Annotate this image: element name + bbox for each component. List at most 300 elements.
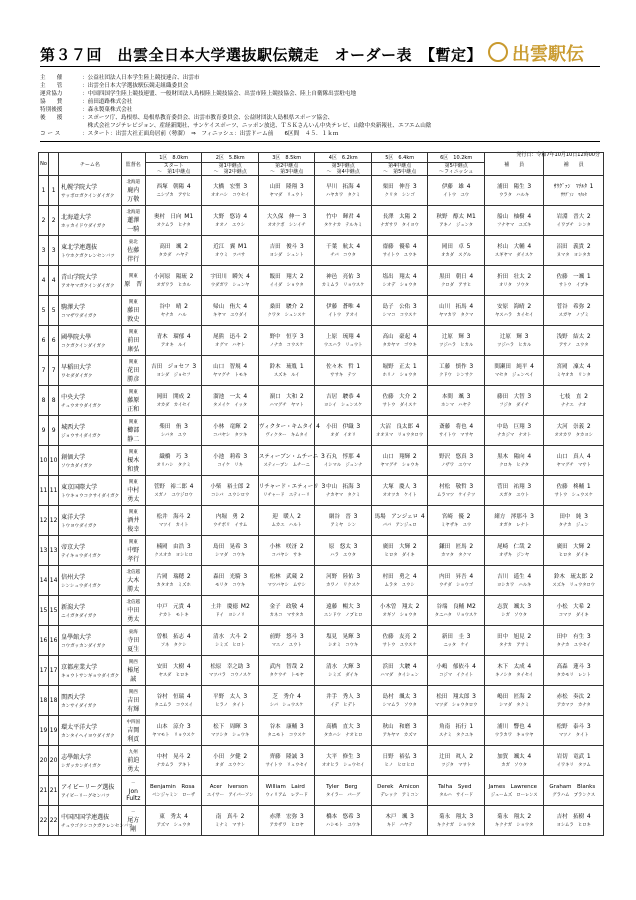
runner-line [315, 332, 371, 342]
runner-kana: クロキ ヒナタ [499, 463, 530, 468]
runner-kana: ウィリアム レアード [265, 793, 308, 798]
runner-grade: 4 [412, 663, 417, 670]
manager-name: 中野 孝行 [127, 546, 146, 563]
runner-cell [371, 326, 428, 356]
team-kana: コクガクインダイガク [61, 344, 106, 349]
runner-name: 田中 旭見 [497, 634, 525, 640]
runner-name: 前野 悠斗 [269, 634, 298, 640]
runner-name: 千葉 航太 [326, 244, 354, 250]
runner-cell [202, 416, 259, 446]
runner-name: 中村 晃斗 [156, 754, 185, 760]
runner-name: 清水 大輝 [326, 664, 354, 670]
runner-cell [315, 536, 372, 566]
runner-name: 塩見 晃輝 [326, 634, 354, 640]
runner-line [544, 332, 603, 342]
runner-cell [428, 596, 485, 626]
runner-grade: 3 [184, 453, 188, 460]
manager-name: 大木 勝太 [127, 576, 146, 593]
runner-kana: カタオカ ミズホ [156, 583, 191, 588]
team-area: 関東 [128, 329, 138, 335]
runner-kana: ナカジマ ナオト [497, 433, 532, 438]
runner-kana: コバヤシ サキ [271, 553, 302, 558]
runner-kana: アオキ ルイ [160, 343, 187, 348]
runner-name: 志賀 颯太 [497, 604, 525, 610]
runner-cell [145, 236, 202, 266]
team-cell [59, 596, 122, 626]
team-name: 中国四国学連選抜 [61, 814, 110, 821]
runner-cell [484, 686, 544, 716]
team-row [39, 236, 604, 266]
manager-cell [121, 626, 145, 656]
team-no: 22 [39, 806, 49, 836]
runner-cell [315, 716, 372, 746]
runner-name: 馬場 アンジェロ [374, 514, 419, 520]
runner-cell [258, 236, 315, 266]
runner-name: 佐藤 大介 [382, 394, 411, 400]
team-area: 東北 [128, 239, 138, 245]
runner-name: 山本 涼介 [156, 724, 185, 730]
runner-name: 大沼 良太郎 [379, 424, 413, 430]
runner-kana: ムラマツ ケイテツ [437, 493, 476, 498]
runner-line [372, 602, 428, 612]
runner-kana: キノシタ タイセイ [495, 673, 534, 678]
team-no: 16 [39, 626, 49, 656]
runner-cell [145, 776, 202, 806]
team-no: 17 [39, 656, 49, 686]
runner-kana: スガヤ ノゾミ [558, 313, 589, 318]
runner-cell [202, 686, 259, 716]
runner-grade: 3 [321, 483, 326, 490]
runner-grade: 3 [527, 393, 532, 400]
runner-line [372, 272, 428, 282]
runner-line [146, 752, 202, 762]
runner-kana: タカダ ハヤテ [158, 253, 189, 258]
runner-grade: 4 [243, 303, 248, 310]
runner-kana: クロダ アサヒ [441, 283, 472, 288]
team-row [39, 626, 604, 656]
runner-line [259, 602, 315, 612]
team-row [39, 806, 604, 836]
runner-line [485, 422, 544, 432]
runner-line [544, 632, 603, 642]
runner-name: 島子 公佑 [382, 304, 411, 310]
runner-kana: イデ ヒデト [330, 703, 357, 708]
runner-name: 村田 勇之 [382, 574, 411, 580]
runner-line [372, 752, 428, 762]
team-no: 10 [39, 446, 49, 476]
team-bib: 3 [49, 236, 59, 266]
runner-line [146, 392, 202, 402]
runner-cell [258, 356, 315, 386]
runner-cell [544, 326, 604, 356]
runner-cell [428, 206, 485, 236]
runner-name: 早川 拓海 [326, 184, 354, 190]
runner-cell [544, 266, 604, 296]
runner-kana: マツシタ シュウキ [211, 733, 250, 738]
runner-grade: 2 [412, 543, 417, 550]
runner-kana: イイダ ショウタ [269, 283, 304, 288]
runner-line [428, 212, 484, 222]
runner-grade: 2 [466, 513, 471, 520]
team-cell [59, 656, 122, 686]
runner-cell [371, 596, 428, 626]
runner-cell [145, 656, 202, 686]
runner-cell [145, 536, 202, 566]
runner-line [485, 302, 544, 312]
runner-line [315, 662, 371, 672]
runner-cell [315, 566, 372, 596]
runner-kana: シミズ ダイキ [328, 673, 359, 678]
team-row [39, 716, 604, 746]
runner-kana: ハマダ タイシュン [380, 673, 419, 678]
runner-kana: ヨシムラ ヒロキ [556, 823, 591, 828]
runner-line [428, 242, 484, 252]
runner-grade: M1 [238, 243, 248, 250]
manager-name: 前迫 勇太 [127, 756, 146, 773]
runner-cell [315, 416, 372, 446]
runner-cell [145, 326, 202, 356]
runner-cell [258, 506, 315, 536]
runner-grade: 3 [186, 723, 191, 730]
runner-cell [484, 416, 544, 446]
team-area: 関東 [128, 449, 138, 455]
runner-cell [202, 176, 259, 206]
runner-cell [428, 716, 485, 746]
col-section-5-route: 第4中継点 ～ 第5中継点 [371, 163, 428, 176]
col-no: No [39, 153, 49, 176]
team-area: 関東 [128, 274, 138, 279]
manager-name: 佐藤 伴行 [127, 246, 146, 263]
runner-kana: ヨシイ シュンスケ [324, 403, 363, 408]
runner-grade: 4 [412, 333, 417, 340]
info-value: ：公益社団法人日本学生陸上競技連合、出雲市 [82, 75, 200, 81]
team-bib: 6 [49, 326, 59, 356]
runner-grade: 3 [243, 693, 248, 700]
runner-line [372, 512, 428, 522]
team-kana: コウガッカンダイガク [61, 644, 106, 649]
runner-grade: 4 [586, 813, 591, 820]
runner-name: 松野 泰斗 [556, 724, 585, 730]
runner-line [259, 302, 315, 312]
runner-cell [258, 776, 315, 806]
runner-kana: ツジタ マサト [441, 763, 472, 768]
runner-kana: ウチダ ショウゴ [439, 583, 474, 588]
team-no: 1 [39, 176, 49, 206]
runner-name: 平野 太人 [213, 694, 241, 700]
runner-kana: シバ シュウスケ [269, 703, 304, 708]
team-no: 13 [39, 536, 49, 566]
runner-kana: キクナガ ショウタ [436, 823, 476, 828]
runner-grade: 2 [299, 573, 304, 580]
runner-name: 森田 光騎 [213, 574, 241, 580]
runner-name: 小田 伊織 [326, 424, 354, 430]
runner-cell [202, 476, 259, 506]
runner-kana: スナミ タクユキ [439, 733, 474, 738]
runner-cell [315, 206, 372, 236]
runner-cell [202, 596, 259, 626]
runner-line [202, 482, 258, 492]
col-reserve-1: 補 員 [484, 153, 544, 176]
runner-grade: 4 [243, 393, 248, 400]
runner-line [428, 302, 484, 312]
runner-kana: マツバラ コウノスケ [208, 673, 252, 678]
team-area: 関東 [128, 419, 138, 425]
runner-grade: 2 [240, 513, 245, 520]
runner-cell [371, 176, 428, 206]
manager-name: 藤原 正和 [127, 396, 146, 413]
runner-kana: タニモト コウスケ [267, 733, 306, 738]
team-cell [59, 266, 122, 296]
runner-name: 飯田 翔大 [269, 274, 298, 280]
runner-grade: 3 [246, 663, 250, 670]
manager-name: 中村 勇太 [127, 486, 146, 503]
info-label [40, 122, 82, 130]
runner-name: 尾熊 迅斗 [213, 334, 241, 340]
runner-kana: コイケ リキ [217, 463, 243, 468]
runner-name: 高山 豪起 [382, 334, 411, 340]
runner-kana: マツダ ショウタロウ [434, 703, 478, 708]
runner-name: 小河原 陽琉 [153, 274, 187, 280]
runner-kana: デレック アミコン [380, 793, 419, 798]
runner-cell [371, 746, 428, 776]
runner-line [259, 662, 315, 672]
runner-name: 安田 大樹 [156, 664, 185, 670]
runner-kana: マツイ カイト [158, 523, 189, 528]
runner-grade: 3 [356, 813, 361, 820]
runner-line [485, 632, 544, 642]
runner-cell [484, 236, 544, 266]
runner-name: Tyler Berg [326, 784, 358, 790]
runner-name: 井手 秀人 [326, 694, 354, 700]
runner-grade: 4 [527, 213, 532, 220]
runner-line [146, 692, 202, 702]
team-kana: シンシュウダイガク [61, 584, 102, 589]
runner-grade: M2 [466, 603, 476, 610]
runner-line [544, 812, 603, 822]
runner-cell [484, 536, 544, 566]
runner-kana: マエノ ユウト [271, 643, 302, 648]
runner-cell [544, 386, 604, 416]
runner-line [544, 722, 603, 732]
runner-grade: 2 [527, 303, 532, 310]
runner-line [146, 422, 202, 432]
runner-grade: 4 [356, 393, 361, 400]
info-label: 主 催 [40, 75, 63, 81]
runner-name: 辻原 輝 [499, 334, 522, 340]
runner-kana: ホンマ ハヤテ [441, 403, 472, 408]
col-section-3: 3区 8.5km [258, 153, 315, 163]
team-bib: 4 [49, 266, 59, 296]
runner-cell [428, 566, 485, 596]
team-row [39, 656, 604, 686]
runner-cell [484, 266, 544, 296]
team-kana: トウヨウダイガク [61, 524, 97, 529]
runner-cell [145, 746, 202, 776]
runner-line [315, 212, 371, 222]
runner-grade: 4 [246, 273, 250, 280]
manager-cell [121, 746, 145, 776]
runner-grade: 3 [586, 723, 591, 730]
runner-cell [484, 806, 544, 836]
runner-cell [315, 386, 372, 416]
runner-grade: 2 [412, 213, 417, 220]
runner-line [372, 662, 428, 672]
runner-line [259, 392, 315, 402]
runner-name: Talha Syed [438, 784, 472, 790]
manager-cell [121, 206, 145, 236]
runner-grade: 2 [186, 393, 191, 400]
runner-kana: ヒノ ヒロヒロ [384, 763, 415, 768]
runner-cell [258, 566, 315, 596]
runner-cell [544, 746, 604, 776]
runner-line [544, 242, 603, 252]
team-name: 志學館大学 [61, 754, 92, 761]
runner-name: 浦田 陽生 [497, 184, 525, 190]
runner-name: 遠藤 暢大 [326, 604, 354, 610]
runner-grade: 3 [472, 693, 476, 700]
runner-grade: 4 [527, 573, 532, 580]
runner-name: 谷本 康輔 [269, 724, 298, 730]
runner-name: Benjamin Rosa [149, 784, 195, 790]
runner-grade: 2 [299, 303, 304, 310]
runner-cell [258, 386, 315, 416]
runner-cell [315, 626, 372, 656]
manager-name: 寺田 夏生 [127, 636, 146, 653]
runner-name: 濵口 大和 [269, 394, 298, 400]
runner-kana: ヤマカワ タクマ [438, 313, 474, 318]
runner-kana: イトウ ユウ [443, 193, 470, 198]
runner-name: 土井 慶徳 [210, 604, 239, 610]
runner-line [202, 422, 258, 432]
runner-line [259, 272, 315, 282]
runner-grade: 4 [243, 363, 248, 370]
team-no: 19 [39, 716, 49, 746]
runner-name: 廣田 大輝 [556, 544, 585, 550]
team-name: 皇學館大学 [61, 634, 92, 641]
runner-name: 本間 颯 [441, 394, 464, 400]
runner-name: 鈴木 琉太郎 [553, 574, 587, 580]
runner-kana: サトウ ユウスケ [382, 643, 417, 648]
runner-name: Acer Iverson [209, 784, 248, 790]
manager-name: Jon Fultz [126, 787, 144, 802]
runner-grade: 3 [412, 693, 417, 700]
team-area: 関東 [128, 299, 138, 305]
runner-grade: 3 [410, 813, 414, 820]
manager-cell [121, 716, 145, 746]
runner-cell [428, 746, 485, 776]
runner-cell [202, 536, 259, 566]
runner-kana: ドイ ヨシノリ [215, 613, 245, 618]
runner-kana: オダ ユウケン [215, 763, 246, 768]
runner-line [315, 632, 371, 642]
team-area: 東海 [128, 629, 138, 635]
runner-kana: クリタ シンゴ [384, 193, 415, 198]
runner-kana: シマダ タクミ [499, 703, 530, 708]
runner-name: Derek Amicon [377, 784, 420, 790]
info-value: ：前田道路株式会社 [82, 99, 133, 105]
runner-name: 宮崎 優 [441, 514, 464, 520]
runner-name: 鎌田 匠馬 [439, 544, 467, 550]
runner-line [544, 452, 603, 462]
runner-grade: 3 [584, 513, 588, 520]
runner-cell [202, 206, 259, 236]
runner-name: 菅野 裕二郎 [153, 484, 187, 490]
runner-name: 堀野 正太 [382, 364, 411, 370]
col-section-5: 5区 6.4km [371, 153, 428, 163]
team-row [39, 206, 604, 236]
runner-grade: 4 [586, 453, 591, 460]
team-kana: テイキョウダイガク [61, 554, 102, 559]
manager-cell [121, 506, 145, 536]
info-row [40, 122, 600, 130]
runner-kana: タケナカ テルキミ [324, 223, 363, 228]
info-value: ：出雲全日本大学選抜駅伝競走組織委員会 [82, 83, 189, 89]
runner-kana: オリハシ タクミ [156, 463, 191, 468]
runner-grade: 4 [186, 693, 191, 700]
runner-name: 山田 隆翔 [269, 184, 298, 190]
manager-name: 花田 勝彦 [127, 366, 146, 383]
manager-cell [121, 236, 145, 266]
runner-cell [371, 476, 428, 506]
team-kana: ニイガタダイガク [61, 614, 97, 619]
runner-line [202, 512, 258, 522]
manager-cell [121, 386, 145, 416]
runner-grade: 4 [356, 303, 361, 310]
runner-name: 松井 海斗 [156, 514, 185, 520]
runner-grade: 2 [186, 753, 191, 760]
info-value: ：森永製菓株式会社 [82, 107, 133, 113]
runner-line [372, 242, 428, 252]
runner-kana: シバタ ユウ [160, 433, 187, 438]
runner-cell [202, 656, 259, 686]
team-row [39, 416, 604, 446]
runner-cell [484, 326, 544, 356]
runner-cell [544, 296, 604, 326]
runner-kana: サイトウ ユウキ [382, 253, 417, 258]
runner-line [372, 452, 428, 462]
col-section-4-route: 第3中継点 ～ 第4中継点 [315, 163, 372, 176]
runner-line [202, 332, 258, 342]
runner-grade: 3 [356, 723, 361, 730]
runner-grade: 5 [466, 243, 471, 250]
runner-grade: 4 [530, 363, 534, 370]
team-bib: 11 [49, 476, 59, 506]
runner-grade: 4 [186, 183, 191, 190]
runner-kana: ウラカワ キョウヤ [494, 733, 534, 738]
runner-kana: ニッタ ケイ [443, 643, 469, 648]
team-no: 11 [39, 476, 49, 506]
runner-line [146, 272, 202, 282]
team-cell [59, 446, 122, 476]
runner-name: 島田 晃希 [213, 544, 241, 550]
runner-grade: 2 [415, 603, 420, 610]
runner-grade: 3 [412, 723, 417, 730]
runner-line [202, 242, 258, 252]
manager-name: 櫛部 静二 [127, 426, 146, 443]
runner-kana: タメイケ イッタ [213, 403, 248, 408]
team-row [39, 536, 604, 566]
team-no: 12 [39, 506, 49, 536]
runner-grade: 1 [356, 363, 361, 370]
runner-kana: スズキ リュウタロウ [552, 583, 596, 588]
runner-kana: ツジハラ ヒカル [439, 343, 474, 348]
runner-cell [428, 446, 485, 476]
runner-kana: カネコ マサタカ [269, 613, 304, 618]
runner-line [315, 602, 371, 612]
team-bib: 12 [49, 506, 59, 536]
runner-line [202, 362, 258, 372]
runner-grade: 3 [356, 663, 361, 670]
